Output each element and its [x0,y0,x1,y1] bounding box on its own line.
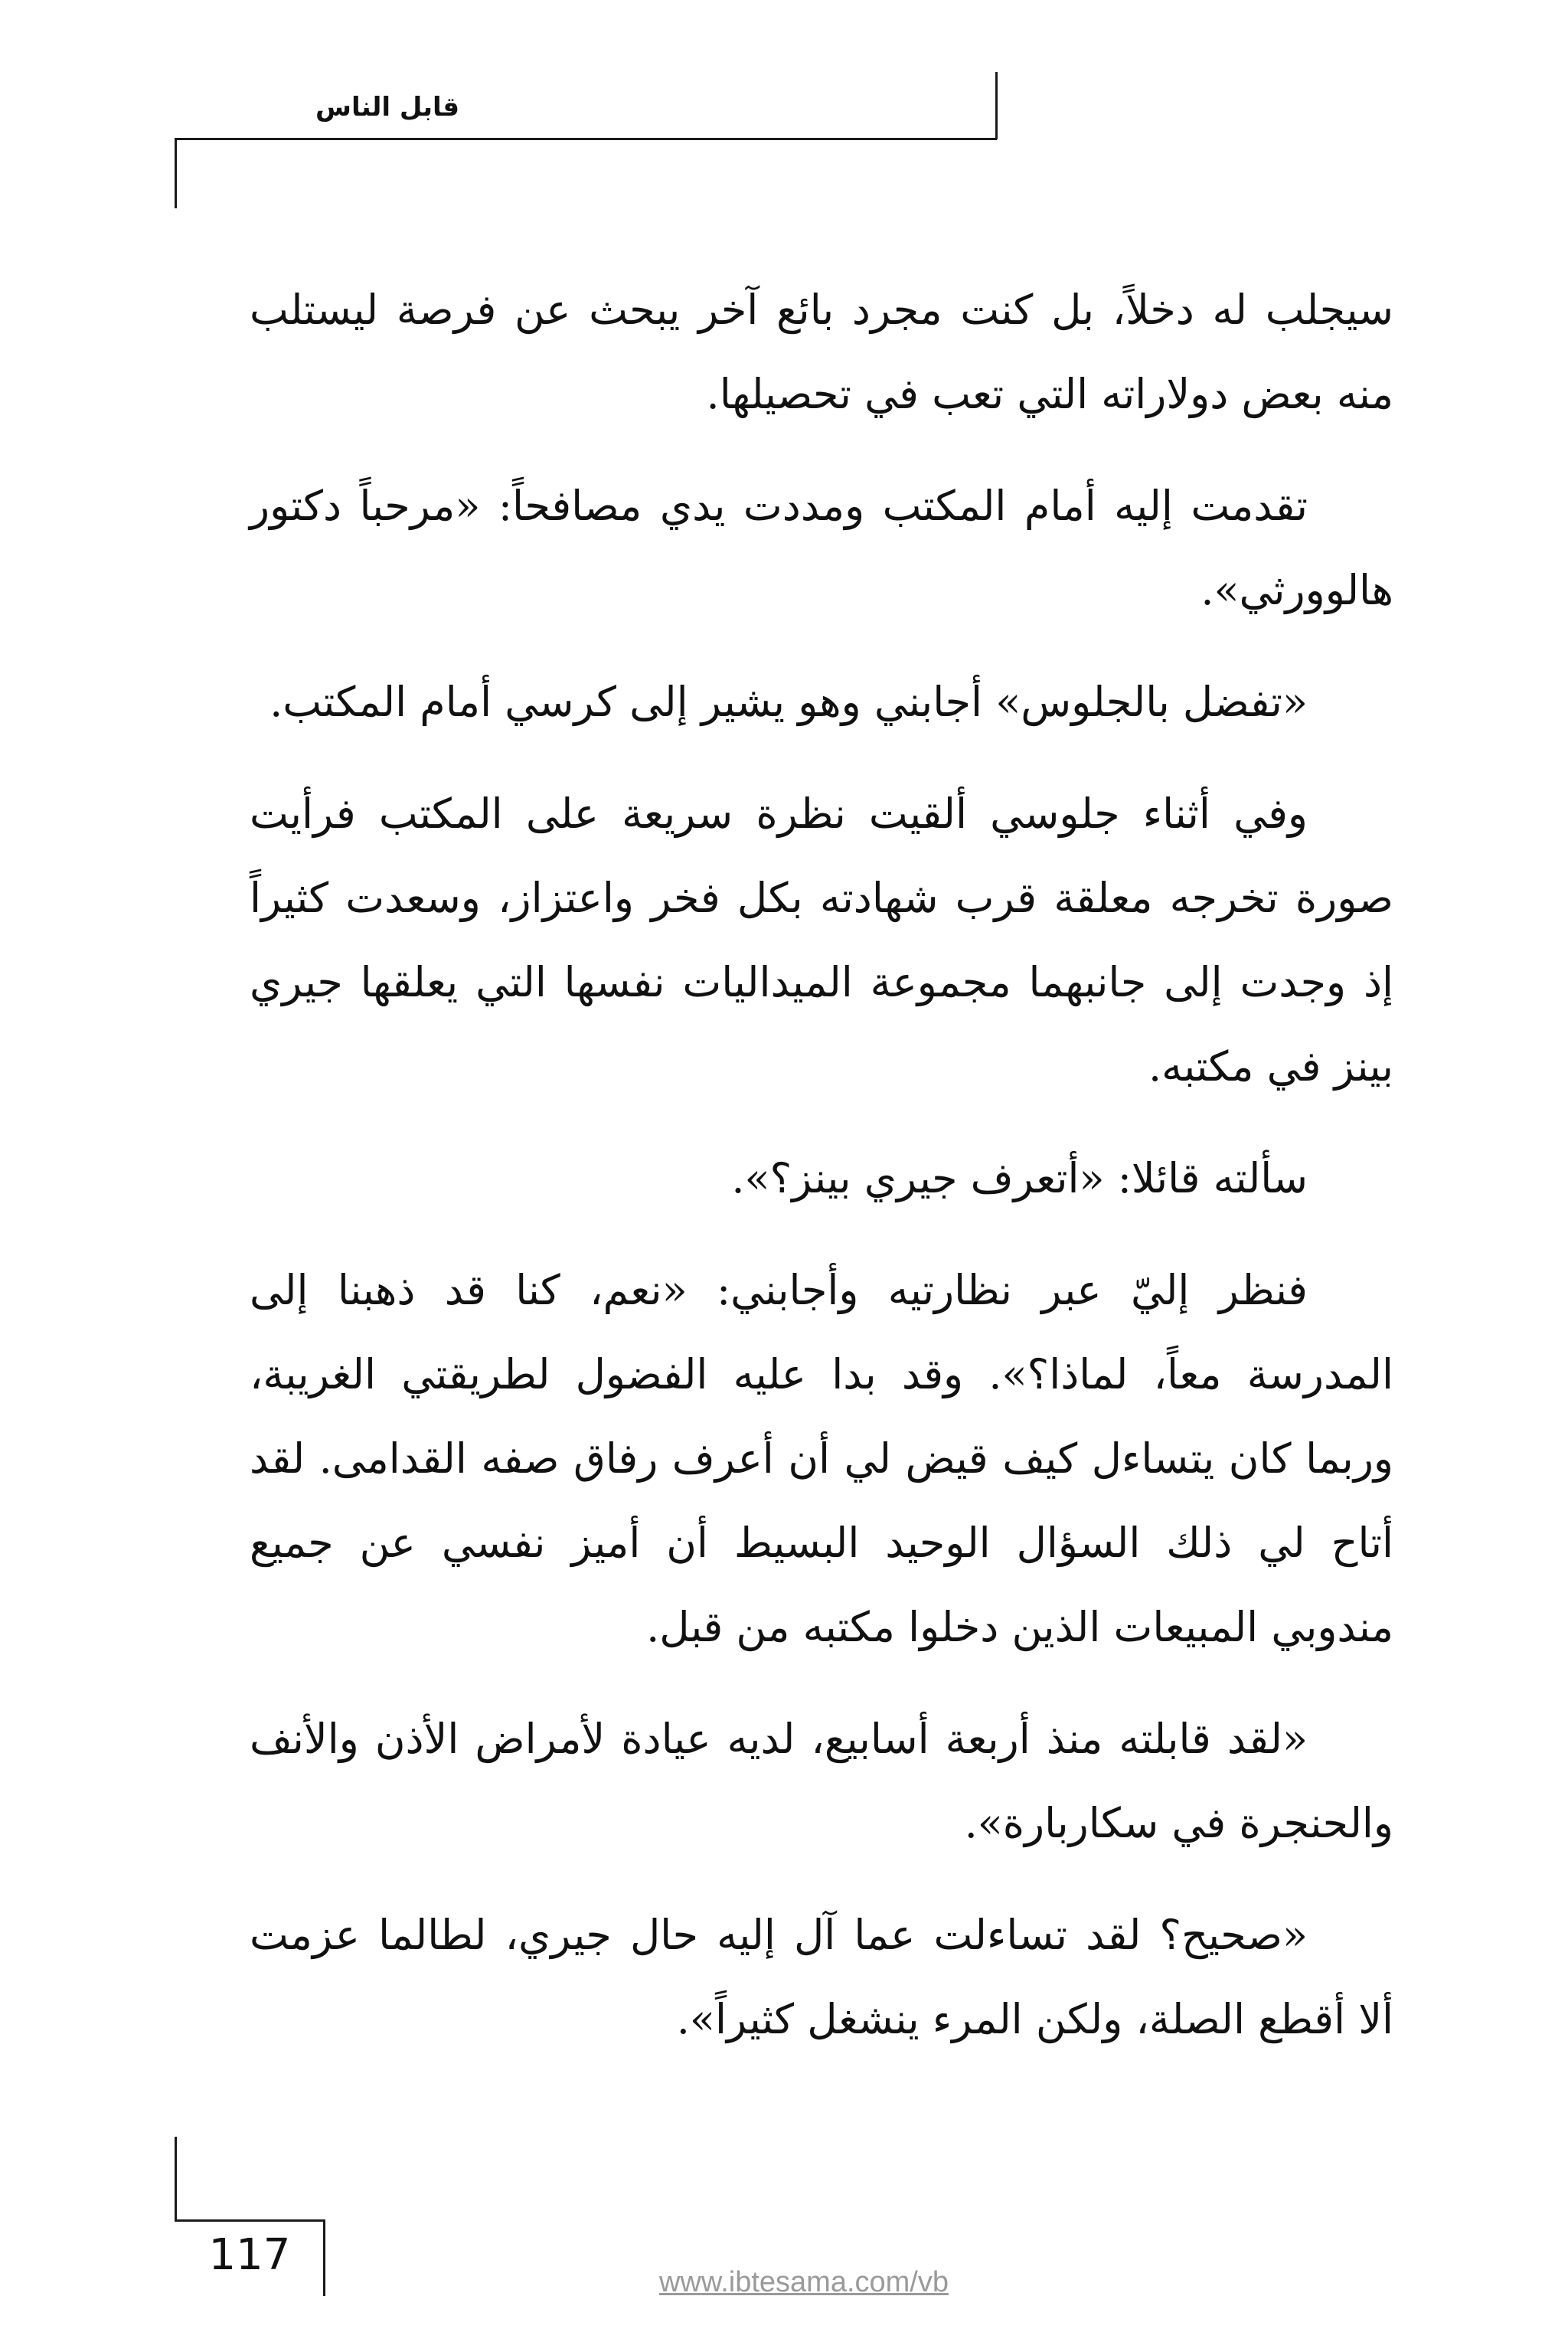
paragraph: «لقد قابلته منذ أربعة أسابيع، لديه عيادة لأمراض الأذن والأنف والحنجرة في سكاربارة». [250,1715,1393,1847]
running-header-title: قابل الناس [315,92,459,123]
paragraph: «صحيح؟ لقد تساءلت عما آل إليه حال جيري، لطالما عزمت ألا أقطع الصلة، ولكن المرء ينشغل كثيراً». [250,1911,1393,2043]
paragraph: وفي أثناء جلوسي ألقيت نظرة سريعة على المكتب فرأيت صورة تخرجه معلقة قرب شهادته بكل فخر واعتزاز، وسعدت كثيراً إذ وجدت إلى جانبهما مجموعة الميداليات نفسها التي يعلقها جيري بينز في مكتبه. [250,790,1393,1091]
page-number-frame-left-rule [175,2137,177,2221]
header-frame-top-rule [175,138,997,140]
header-frame-left-rule [175,138,177,208]
paragraph: فنظر إليّ عبر نظارتيه وأجابني: «نعم، كنا قد ذهبنا إلى المدرسة معاً، لماذا؟». وقد بدا عليه الفضول لطريقتي الغريبة، وربما كان يتساءل كيف قيض لي أن أعرف رفاق صفه القدامى. لقد أتاح لي ذلك السؤال الوحيد البسيط أن أميز نفسي عن جميع مندوبي المبيعات الذين دخلوا مكتبه من قبل. [250,1266,1393,1651]
page-number-frame-right-rule [323,2219,325,2296]
body-text [250,268,1393,2089]
watermark-link[interactable]: www.ibtesama.com/vb [658,2266,949,2298]
page-number-frame-top-rule [175,2219,325,2222]
paragraph: سيجلب له دخلاً، بل كنت مجرد بائع آخر يبحث عن فرصة ليستلب منه بعض دولاراته التي تعب في تحصيلها. [250,286,1393,418]
paragraph: تقدمت إليه أمام المكتب ومددت يدي مصافحاً: «مرحباً دكتور هالوورثي». [250,482,1393,614]
paragraph: «تفضل بالجلوس» أجابني وهو يشير إلى كرسي أمام المكتب. [270,678,1308,726]
header-frame-right-rule [995,72,998,139]
paragraph: سألته قائلا: «أتعرف جيري بينز؟». [731,1154,1308,1202]
page-number: 117 [208,2230,291,2280]
